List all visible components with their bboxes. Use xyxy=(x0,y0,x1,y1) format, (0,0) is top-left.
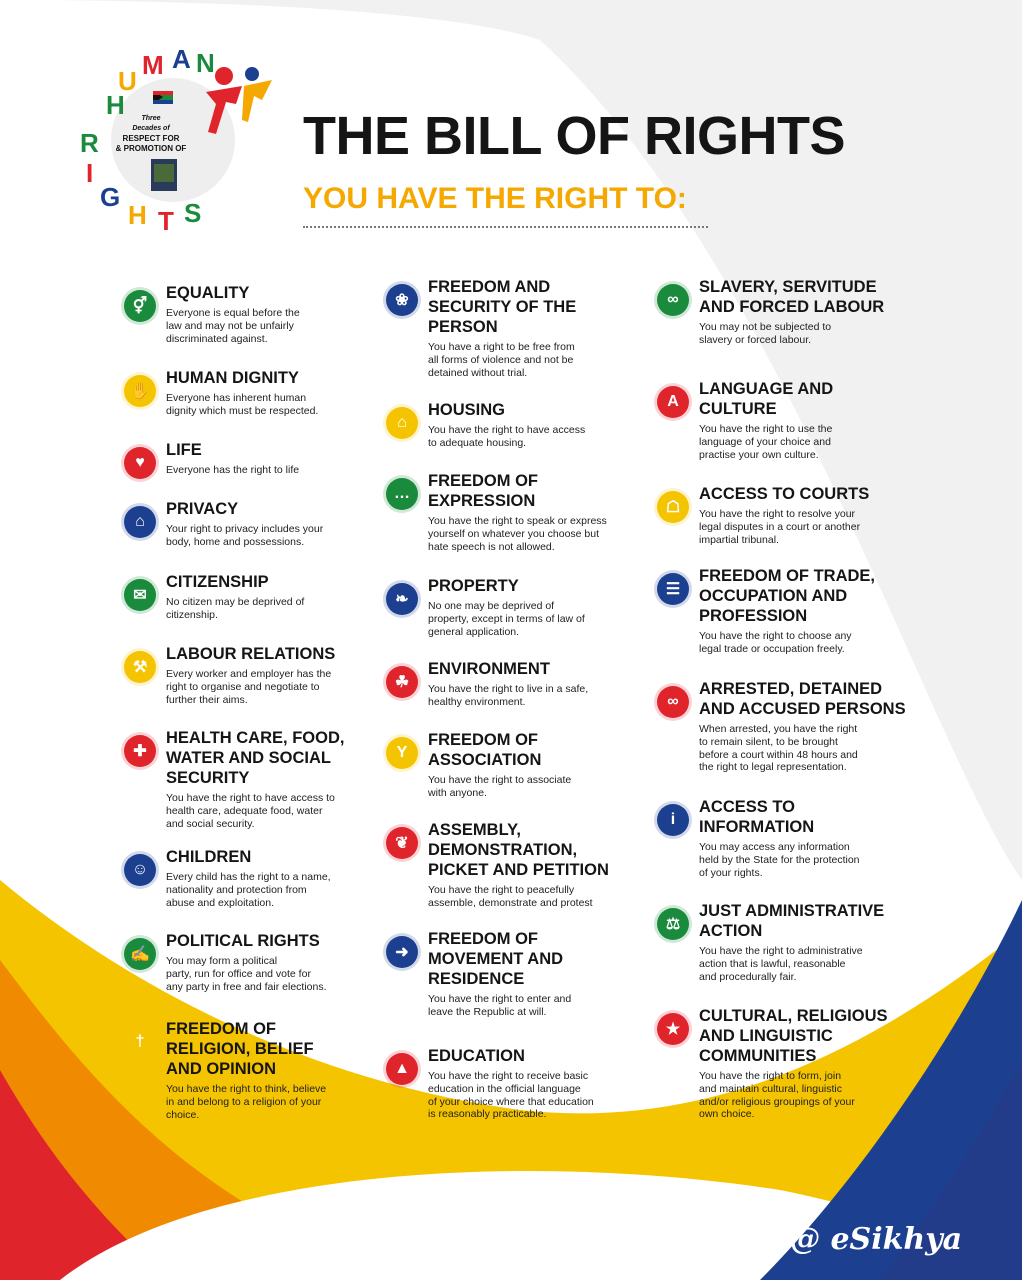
right-heading-line: PROFESSION xyxy=(699,607,808,625)
right-heading-line: HOUSING xyxy=(428,401,506,419)
candle-icon: † xyxy=(124,1026,156,1058)
right-heading-line: ASSOCIATION xyxy=(428,751,542,769)
right-heading-line: EQUALITY xyxy=(166,284,250,302)
right-description-line: When arrested, you have the right xyxy=(699,723,858,735)
right-description-line: body, home and possessions. xyxy=(166,535,305,548)
right-description xyxy=(428,884,593,910)
courthouse-icon: ☖ xyxy=(657,491,689,523)
right-heading-line: AND FORCED LABOUR xyxy=(699,298,885,316)
right-heading-line: LIFE xyxy=(166,441,202,459)
movement-icon: ➜ xyxy=(386,936,418,968)
house-icon: ⌂ xyxy=(386,407,418,439)
right-heading-line: MOVEMENT AND xyxy=(428,950,564,968)
assembly-icon: ❦ xyxy=(386,827,418,859)
svg-text:T: T xyxy=(158,206,174,236)
right-description-line: and procedurally fair. xyxy=(699,970,797,983)
right-description-line: any party in free and fair elections. xyxy=(166,980,327,993)
right-heading xyxy=(428,277,576,337)
logo-caption-line1: Three xyxy=(141,115,161,122)
right-description-line: all forms of violence and not be xyxy=(428,353,574,366)
speech-icon: … xyxy=(386,478,418,510)
dotted-divider xyxy=(303,226,708,228)
svg-text:H: H xyxy=(128,200,147,230)
right-description-line: dignity which must be respected. xyxy=(166,404,319,417)
vote-icon: ✍ xyxy=(124,938,156,970)
svg-text:M: M xyxy=(142,50,164,80)
svg-text:A: A xyxy=(172,44,191,74)
right-description-line: hate speech is not allowed. xyxy=(428,540,555,553)
right-description xyxy=(699,723,858,774)
right-heading xyxy=(699,797,814,837)
right-heading-line: AND OPINION xyxy=(166,1060,277,1078)
svg-text:U: U xyxy=(118,66,137,96)
right-description xyxy=(699,945,863,983)
right-description-line: You have the right to receive basic xyxy=(428,1070,589,1082)
right-heading-line: OCCUPATION AND xyxy=(699,587,848,605)
right-description-line: You have the right to form, join xyxy=(699,1070,842,1082)
right-description xyxy=(699,321,831,347)
right-description-line: Everyone has inherent human xyxy=(166,392,307,404)
right-heading-line: DEMONSTRATION, xyxy=(428,841,578,859)
right-description-line: party, run for office and vote for xyxy=(166,967,311,980)
human-rights-logo xyxy=(66,44,281,244)
right-heading-line: SLAVERY, SERVITUDE xyxy=(699,278,877,296)
right-description-line: and/or religious groupings of your xyxy=(699,1095,855,1108)
right-heading-line: COMMUNITIES xyxy=(699,1047,817,1065)
right-description-line: own choice. xyxy=(699,1108,755,1121)
right-description-line: in and belong to a religion of your xyxy=(166,1095,322,1108)
right-heading xyxy=(166,572,269,592)
right-heading xyxy=(428,929,563,989)
right-heading-line: CULTURE xyxy=(699,400,777,418)
right-description-line: further their aims. xyxy=(166,693,248,706)
right-heading-line: POLITICAL RIGHTS xyxy=(166,932,320,950)
right-description-line: You have the right to administrative xyxy=(699,945,863,957)
right-heading xyxy=(428,730,541,770)
right-heading xyxy=(166,283,249,303)
right-description-line: You may not be subjected to xyxy=(699,321,832,333)
right-heading xyxy=(699,484,869,504)
right-heading-line: CULTURAL, RELIGIOUS xyxy=(699,1007,888,1025)
right-heading-line: FREEDOM OF xyxy=(428,930,538,948)
right-heading xyxy=(699,379,833,419)
right-description-line: assemble, demonstrate and protest xyxy=(428,896,593,909)
dove-icon: ❀ xyxy=(386,284,418,316)
right-heading xyxy=(166,644,335,664)
logo-caption-line2: Decades of xyxy=(132,125,170,132)
right-description-line: Every child has the right to a name, xyxy=(166,871,331,883)
svg-text:G: G xyxy=(100,182,121,212)
right-description xyxy=(428,341,575,379)
cultural-icon: ★ xyxy=(657,1013,689,1045)
right-description xyxy=(428,424,585,450)
svg-text:I: I xyxy=(86,158,94,188)
right-description-line: slavery or forced labour. xyxy=(699,333,812,346)
right-description-line: general application. xyxy=(428,625,520,638)
right-heading-line: HEALTH CARE, FOOD, xyxy=(166,729,345,747)
right-heading xyxy=(166,440,202,460)
right-heading-line: SECURITY xyxy=(166,769,250,787)
right-description xyxy=(166,668,331,706)
right-heading-line: EXPRESSION xyxy=(428,492,536,510)
right-description-line: You have the right to think, believe xyxy=(166,1083,327,1095)
right-description-line: You have the right to associate xyxy=(428,774,572,786)
svg-text:S: S xyxy=(184,198,202,228)
right-description-line: You have the right to live in a safe, xyxy=(428,683,589,695)
right-heading xyxy=(428,471,538,511)
right-description xyxy=(166,523,323,549)
right-heading xyxy=(699,566,875,626)
right-description-line: health care, adequate food, water xyxy=(166,804,323,817)
right-description-line: of your rights. xyxy=(699,866,763,879)
right-description xyxy=(428,683,588,709)
right-description-line: You have the right to speak or express xyxy=(428,515,607,527)
right-description-line: You have a right to be free from xyxy=(428,341,575,353)
handcuffs-icon: ∞ xyxy=(657,686,689,718)
right-heading xyxy=(428,400,505,420)
right-description-line: Your right to privacy includes your xyxy=(166,523,324,535)
page-title: THE BILL OF RIGHTS xyxy=(303,106,845,166)
right-heading xyxy=(428,1046,525,1066)
right-description-line: and maintain cultural, linguistic xyxy=(699,1082,842,1095)
right-description-line: You may form a political xyxy=(166,955,278,967)
right-heading-line: INFORMATION xyxy=(699,818,815,836)
right-description-line: to remain silent, to be brought xyxy=(699,735,838,748)
right-heading-line: LANGUAGE AND xyxy=(699,380,834,398)
right-description xyxy=(699,423,832,461)
right-description xyxy=(428,1070,594,1121)
right-description-line: citizenship. xyxy=(166,608,218,621)
right-description-line: legal trade or occupation freely. xyxy=(699,642,845,655)
right-heading-line: ENVIRONMENT xyxy=(428,660,550,678)
graduation-cap-icon: ▲ xyxy=(386,1053,418,1085)
language-icon: A xyxy=(657,386,689,418)
right-description-line: Everyone is equal before the xyxy=(166,307,300,319)
right-description-line: You have the right to enter and xyxy=(428,993,572,1005)
right-description-line: choice. xyxy=(166,1108,200,1121)
right-description-line: abuse and exploitation. xyxy=(166,896,274,909)
right-heading xyxy=(166,847,251,867)
right-heading-line: PERSON xyxy=(428,318,498,336)
association-icon: Y xyxy=(386,737,418,769)
right-description-line: action that is lawful, reasonable xyxy=(699,957,846,970)
right-description xyxy=(699,508,860,546)
right-description xyxy=(428,515,607,553)
right-heading-line: JUST ADMINISTRATIVE xyxy=(699,902,885,920)
svg-text:N: N xyxy=(196,48,215,78)
right-heading-line: SECURITY OF THE xyxy=(428,298,577,316)
citizenship-icon: ✉ xyxy=(124,579,156,611)
right-description-line: to adequate housing. xyxy=(428,436,527,449)
right-description-line: You have the right to use the xyxy=(699,423,833,435)
right-heading xyxy=(699,1006,888,1066)
chain-icon: ∞ xyxy=(657,284,689,316)
right-heading xyxy=(166,368,299,388)
right-description xyxy=(166,955,327,993)
right-heading-line: RELIGION, BELIEF xyxy=(166,1040,314,1058)
right-description-line: right to organise and negotiate to xyxy=(166,680,320,693)
right-heading xyxy=(166,1019,314,1079)
right-heading-line: ARRESTED, DETAINED xyxy=(699,680,883,698)
right-heading xyxy=(428,659,550,679)
right-description xyxy=(428,600,585,638)
right-description-line: detained without trial. xyxy=(428,366,528,379)
right-heading xyxy=(699,277,884,317)
right-heading xyxy=(166,931,320,951)
scales-icon: ⚖ xyxy=(657,908,689,940)
right-description xyxy=(166,792,335,830)
information-icon: i xyxy=(657,804,689,836)
right-description xyxy=(699,841,860,879)
right-heading-line: LABOUR RELATIONS xyxy=(166,645,336,663)
right-description xyxy=(166,1083,326,1121)
right-description-line: held by the State for the protection xyxy=(699,853,860,866)
right-description xyxy=(699,1070,855,1121)
right-heading xyxy=(428,820,609,880)
right-heading-line: FREEDOM OF xyxy=(428,472,538,490)
labour-icon: ⚒ xyxy=(124,651,156,683)
right-description-line: legal disputes in a court or another xyxy=(699,520,861,533)
right-description xyxy=(428,774,571,800)
right-heading xyxy=(699,901,884,941)
right-description-line: Every worker and employer has the xyxy=(166,668,332,680)
right-heading-line: EDUCATION xyxy=(428,1047,525,1065)
svg-text:R: R xyxy=(80,128,99,158)
right-heading-line: ACCESS TO xyxy=(699,798,795,816)
right-heading-line: FREEDOM OF xyxy=(166,1020,276,1038)
right-heading-line: PRIVACY xyxy=(166,500,239,518)
heartbeat-icon: ♥ xyxy=(124,447,156,479)
apron-icon: ☰ xyxy=(657,573,689,605)
right-heading-line: HUMAN DIGNITY xyxy=(166,369,299,387)
right-description-line: is reasonably practicable. xyxy=(428,1108,547,1121)
right-description-line: No one may be deprived of xyxy=(428,600,555,612)
right-description-line: before a court within 48 hours and xyxy=(699,748,858,761)
right-description-line: education in the official language xyxy=(428,1082,581,1095)
svg-text:H: H xyxy=(106,90,125,120)
right-heading xyxy=(428,576,519,596)
privacy-icon: ⌂ xyxy=(124,506,156,538)
logo-caption-line4: & PROMOTION OF xyxy=(115,144,187,153)
right-heading-line: WATER AND SOCIAL xyxy=(166,749,331,767)
right-heading xyxy=(166,499,238,519)
right-description-line: Everyone has the right to life xyxy=(166,464,300,476)
right-description-line: discriminated against. xyxy=(166,332,268,345)
right-heading-line: FREEDOM AND xyxy=(428,278,551,296)
right-description-line: impartial tribunal. xyxy=(699,533,779,546)
right-description-line: law and may not be unfairly xyxy=(166,319,294,332)
right-description-line: of your choice where that education xyxy=(428,1095,594,1108)
right-heading-line: ACTION xyxy=(699,922,763,940)
right-description-line: You have the right to choose any xyxy=(699,630,852,642)
right-description xyxy=(699,630,852,656)
right-heading-line: AND LINGUISTIC xyxy=(699,1027,833,1045)
equality-icon: ⚥ xyxy=(124,290,156,322)
right-description-line: and social security. xyxy=(166,817,255,830)
right-description-line: practise your own culture. xyxy=(699,448,819,461)
right-description-line: leave the Republic at will. xyxy=(428,1005,547,1018)
right-description xyxy=(166,464,299,477)
right-description-line: You have the right to peacefully xyxy=(428,884,575,896)
logo-caption-line3: RESPECT FOR xyxy=(122,134,180,143)
right-heading-line: FREEDOM OF xyxy=(428,731,538,749)
right-heading xyxy=(699,679,906,719)
right-heading-line: CITIZENSHIP xyxy=(166,573,269,591)
right-heading-line: RESIDENCE xyxy=(428,970,525,988)
handshake-icon: ❧ xyxy=(386,583,418,615)
right-description xyxy=(166,596,304,622)
right-heading-line: FREEDOM OF TRADE, xyxy=(699,567,875,585)
right-description-line: the right to legal representation. xyxy=(699,761,847,774)
page-subtitle: YOU HAVE THE RIGHT TO: xyxy=(303,182,687,215)
right-heading-line: PROPERTY xyxy=(428,577,519,595)
environment-icon: ☘ xyxy=(386,666,418,698)
right-description xyxy=(166,871,331,909)
right-heading-line: CHILDREN xyxy=(166,848,252,866)
right-description-line: You have the right to resolve your xyxy=(699,508,856,520)
right-description xyxy=(166,392,318,418)
right-description-line: You may access any information xyxy=(699,841,850,853)
right-description-line: healthy environment. xyxy=(428,695,526,708)
right-description-line: You have the right to have access xyxy=(428,424,586,436)
logo-caption xyxy=(106,114,196,154)
right-description-line: language of your choice and xyxy=(699,435,831,448)
watermark: @ eSikhya xyxy=(790,1222,963,1257)
right-heading-line: AND ACCUSED PERSONS xyxy=(699,700,906,718)
right-heading-line: PICKET AND PETITION xyxy=(428,861,609,879)
health-cross-icon: ✚ xyxy=(124,735,156,767)
right-description xyxy=(428,993,571,1019)
right-description-line: You have the right to have access to xyxy=(166,792,335,804)
right-heading-line: ASSEMBLY, xyxy=(428,821,521,839)
right-heading-line: ACCESS TO COURTS xyxy=(699,485,870,503)
dignity-icon: ✋ xyxy=(124,375,156,407)
right-description-line: yourself on whatever you choose but xyxy=(428,527,600,540)
right-description-line: nationality and protection from xyxy=(166,883,307,896)
right-description-line: No citizen may be deprived of xyxy=(166,596,305,608)
right-description xyxy=(166,307,300,345)
right-description-line: property, except in terms of law of xyxy=(428,612,585,625)
children-icon: ☺ xyxy=(124,854,156,886)
right-heading xyxy=(166,728,344,788)
right-description-line: with anyone. xyxy=(428,786,487,799)
